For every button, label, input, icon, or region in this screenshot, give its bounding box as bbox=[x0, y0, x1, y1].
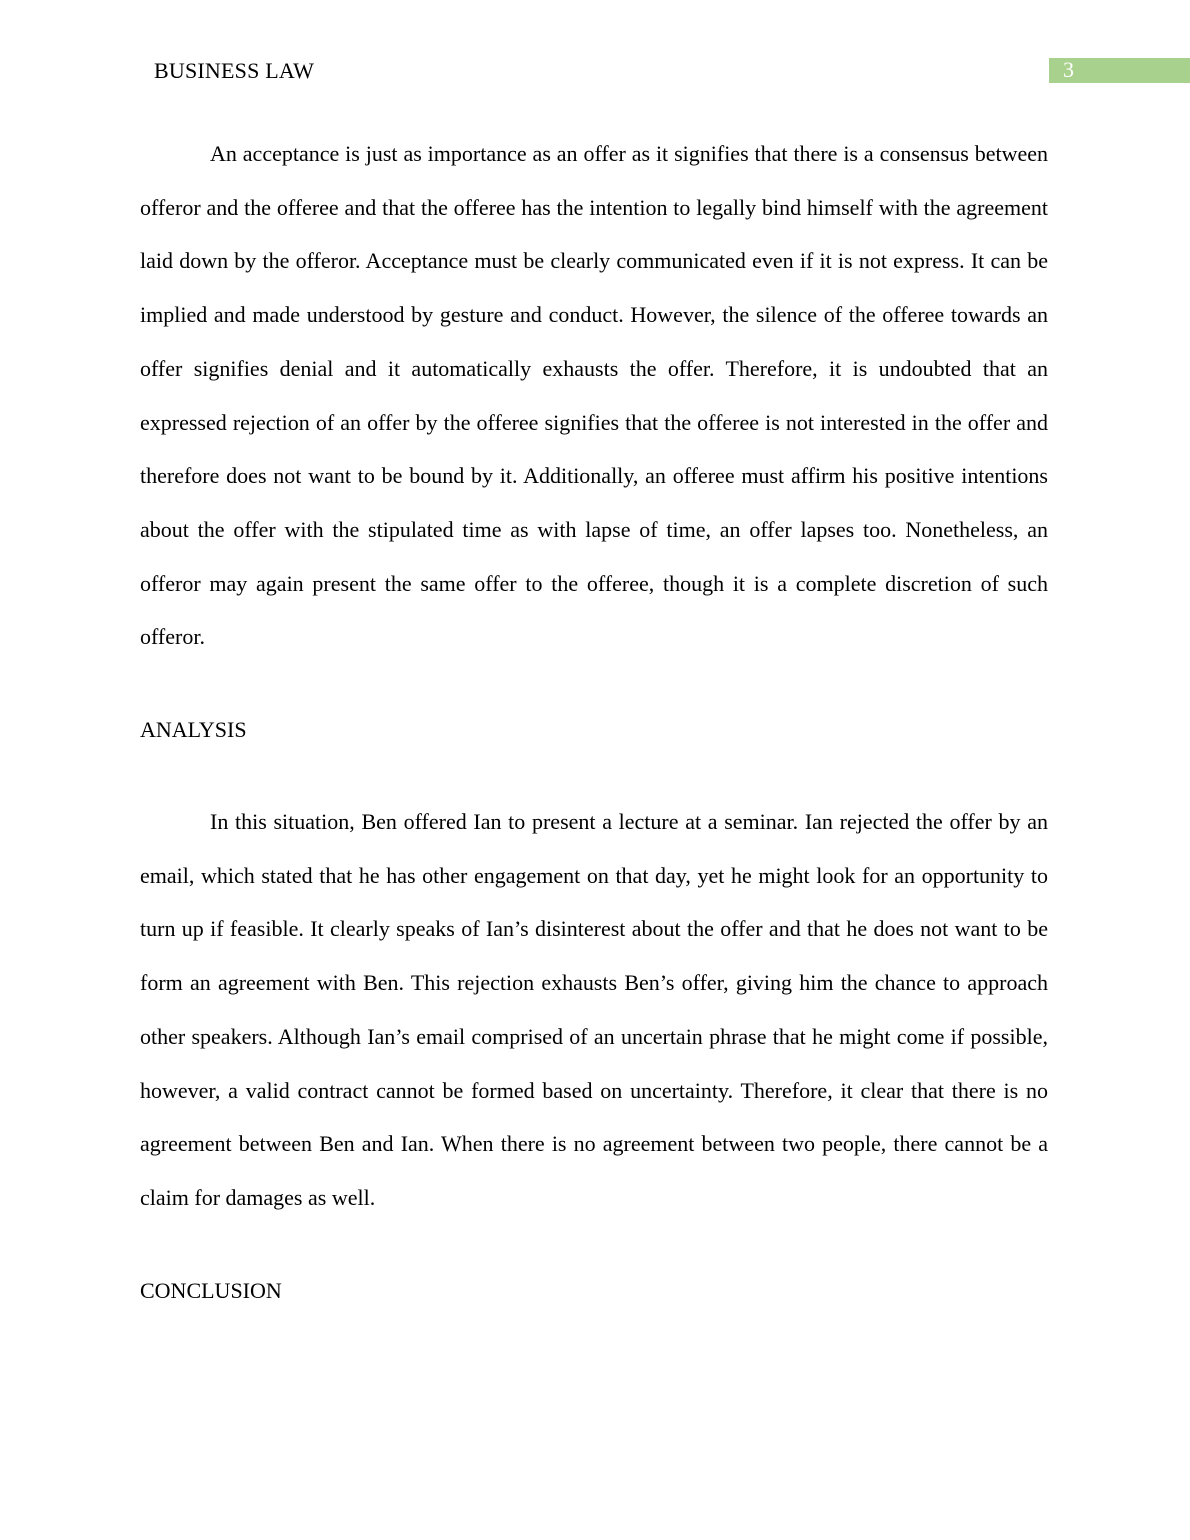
page-number-badge bbox=[1049, 58, 1190, 83]
page-number: 3 bbox=[1063, 57, 1074, 82]
running-header-title: BUSINESS LAW bbox=[154, 58, 315, 83]
body-paragraph-analysis: In this situation, Ben offered Ian to present a lecture at a seminar. Ian rejected the offer by an email, which stated that he has other engagement on that day, yet he might look for an opportunity to turn up if feasible. It clearly speaks of Ian’s disinterest about the offer and that he does not want to be form an agreement with Ben. This rejection exhausts Ben’s offer, giving him the chance to approach other speakers. Although Ian’s email comprised of an uncertain phrase that he might come if possible, however, a valid contract cannot be formed based on uncertainty. Therefore, it clear that there is no agreement between Ben and Ian. When there is no agreement between two people, there cannot be a claim for damages as well. bbox=[140, 809, 1048, 1210]
section-heading-analysis: ANALYSIS bbox=[140, 717, 247, 742]
section-heading-conclusion: CONCLUSION bbox=[140, 1278, 282, 1303]
body-paragraph-acceptance: An acceptance is just as importance as an offer as it signifies that there is a consensus between offeror and the offeree and that the offeree has the intention to legally bind himself with the agreement laid down by the offeror. Acceptance must be clearly communicated even if it is not express. It can be implied and made understood by gesture and conduct. However, the silence of the offeree towards an offer signifies denial and it automatically exhausts the offer. Therefore, it is undoubted that an expressed rejection of an offer by the offeree signifies that the offeree is not interested in the offer and therefore does not want to be bound by it. Additionally, an offeree must affirm his positive intentions about the offer with the stipulated time as with lapse of time, an offer lapses too. Nonetheless, an offeror may again present the same offer to the offeree, though it is a complete discretion of such offeror. bbox=[140, 141, 1048, 650]
